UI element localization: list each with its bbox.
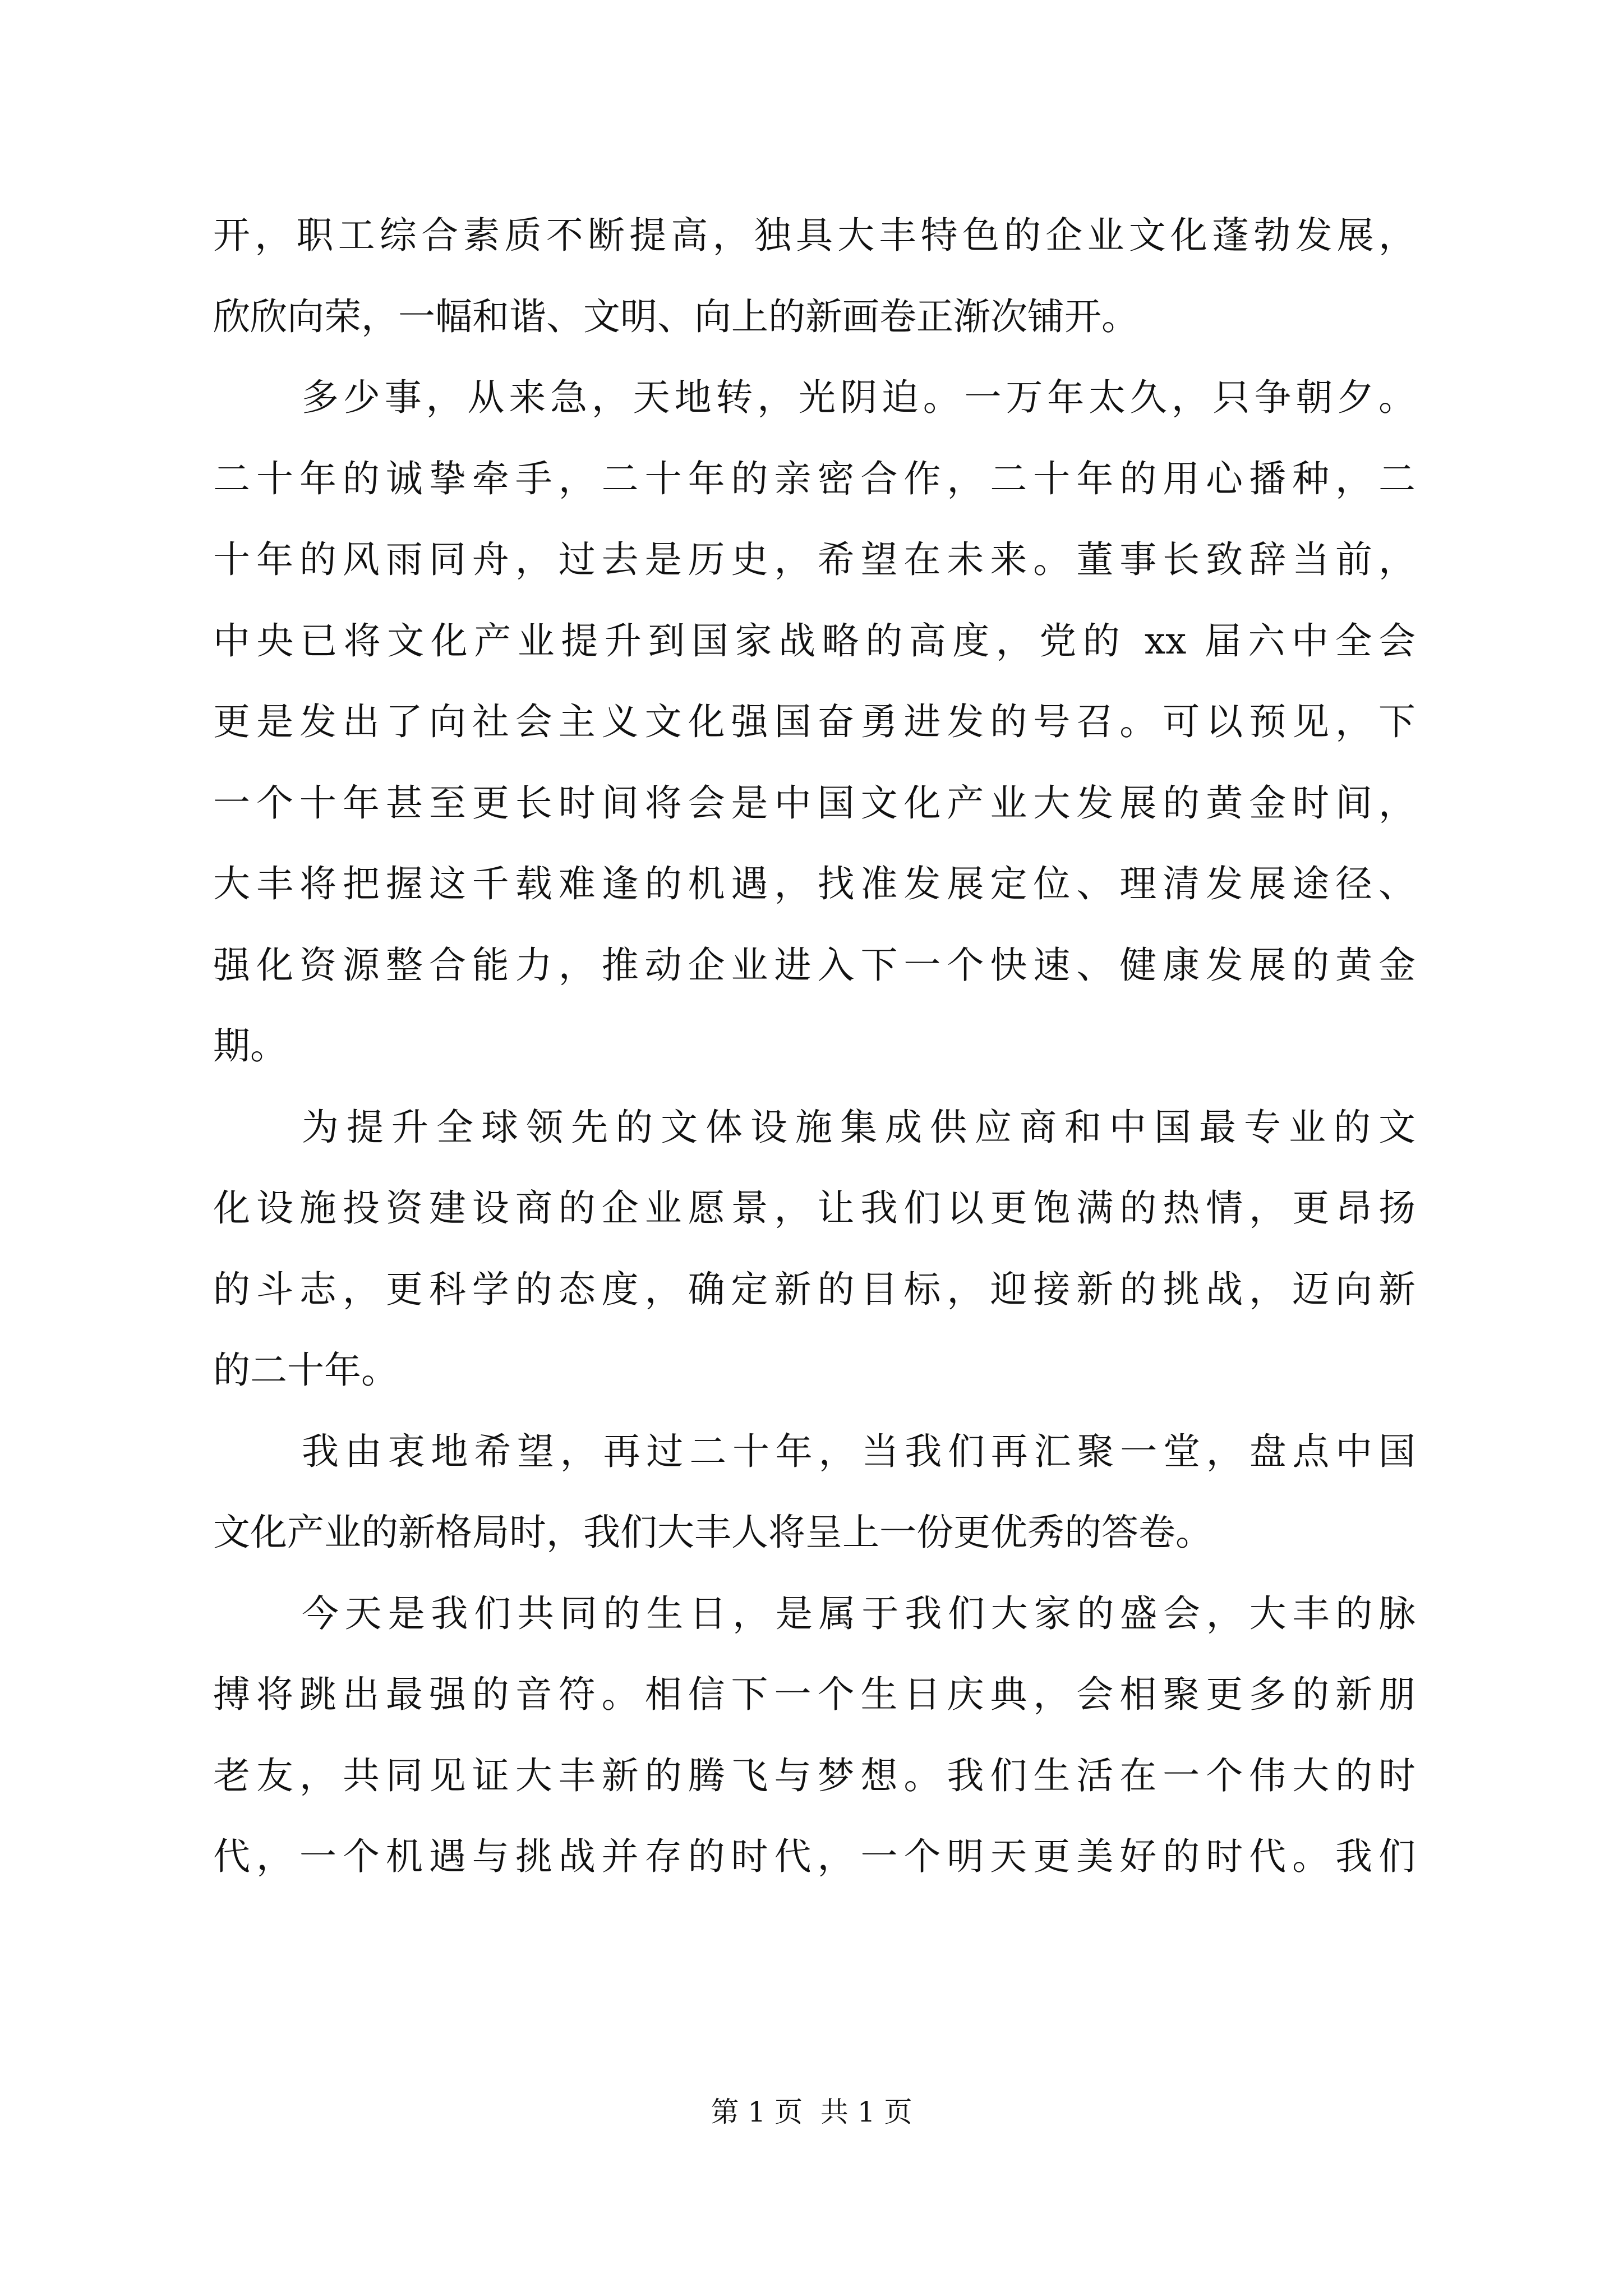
text-line: 一个十年甚至更长时间将会是中国文化产业大发展的黄金时间， <box>213 781 1415 825</box>
text-line: 代，一个机遇与挑战并存的时代，一个明天更美好的时代。我们 <box>213 1835 1415 1878</box>
text-line: 我由衷地希望，再过二十年，当我们再汇聚一堂，盘点中国 <box>302 1429 1415 1473</box>
text-line: 强化资源整合能力，推动企业进入下一个快速、健康发展的黄金 <box>213 943 1415 987</box>
text-line: 化设施投资建设商的企业愿景，让我们以更饱满的热情，更昂扬 <box>213 1186 1415 1230</box>
text-line: 期。 <box>213 1024 287 1068</box>
document-body <box>213 195 1415 1898</box>
text-line: 今天是我们共同的生日，是属于我们大家的盛会，大丰的脉 <box>302 1591 1415 1635</box>
text-line: 文化产业的新格局时，我们大丰人将呈上一份更优秀的答卷。 <box>213 1511 1212 1554</box>
text-line: 大丰将把握这千载难逢的机遇，找准发展定位、理清发展途径、 <box>213 862 1415 905</box>
text-line: 二十年的诚挚牵手，二十年的亲密合作，二十年的用心播种，二 <box>213 457 1415 500</box>
text-line: 十年的风雨同舟，过去是历史，希望在未来。董事长致辞当前， <box>213 538 1415 581</box>
text-line: 为提升全球领先的文体设施集成供应商和中国最专业的文 <box>302 1105 1415 1149</box>
text-line: 老友，共同见证大丰新的腾飞与梦想。我们生活在一个伟大的时 <box>213 1754 1415 1797</box>
page-footer: 第 1 页 共 1 页 <box>711 2096 912 2128</box>
text-line: 多少事，从来急，天地转，光阴迫。一万年太久，只争朝夕。 <box>302 376 1415 419</box>
text-line: 搏将跳出最强的音符。相信下一个生日庆典，会相聚更多的新朋 <box>213 1673 1415 1716</box>
text-line: 的斗志，更科学的态度，确定新的目标，迎接新的挑战，迈向新 <box>213 1267 1415 1311</box>
text-line: 欣欣向荣，一幅和谐、文明、向上的新画卷正渐次铺开。 <box>213 295 1138 338</box>
text-line: 的二十年。 <box>213 1349 398 1392</box>
text-line: 中央已将文化产业提升到国家战略的高度，党的 xx 届六中全会 <box>213 619 1415 662</box>
text-line: 更是发出了向社会主义文化强国奋勇进发的号召。可以预见，下 <box>213 700 1415 743</box>
text-line: 开，职工综合素质不断提高，独具大丰特色的企业文化蓬勃发展， <box>213 214 1415 257</box>
